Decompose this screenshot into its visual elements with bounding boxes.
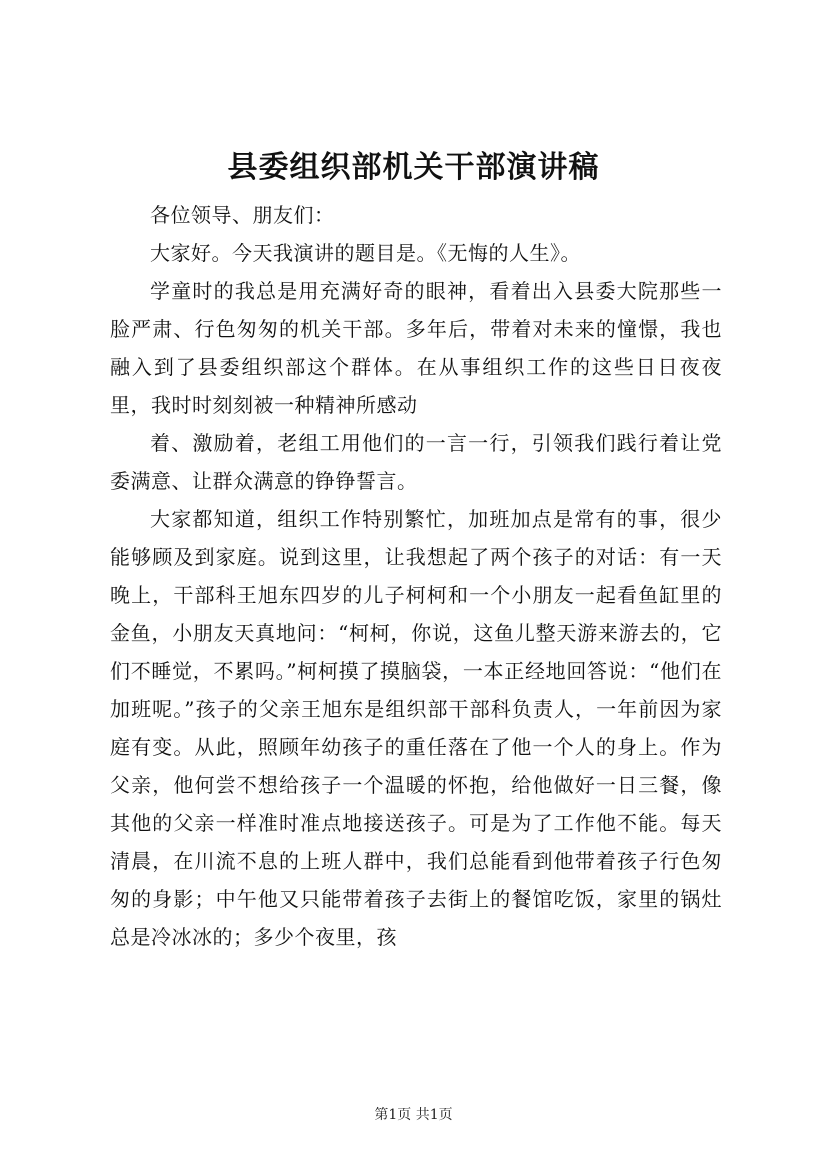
document-body <box>110 196 722 956</box>
paragraph-childhood: 学童时的我总是用充满好奇的眼神，看着出入县委大院那些一脸严肃、行色匆匆的机关干部。多年后，带着对未来的憧憬，我也融入到了县委组织部这个群体。在从事组织工作的这些日日夜夜里，我时时刻刻被一种精神所感动 <box>110 279 722 417</box>
paragraph-story: 大家都知道，组织工作特别繁忙，加班加点是常有的事，很少能够顾及到家庭。说到这里，让我想起了两个孩子的对话：有一天晚上，干部科王旭东四岁的儿子柯柯和一个小朋友一起看鱼缸里的金鱼，小朋友天真地问：“柯柯，你说，这鱼儿整天游来游去的，它们不睡觉，不累吗。”柯柯摸了摸脑袋，一本正经地回答说：“他们在加班呢。”孩子的父亲王旭东是组织部干部科负责人，一年前因为家庭有变。从此，照顾年幼孩子的重任落在了他一个人的身上。作为父亲，他何尝不想给孩子一个温暖的怀抱，给他做好一日三餐，像其他的父亲一样准时准点地接送孩子。可是为了工作他不能。每天清晨，在川流不息的上班人群中，我们总能看到他带着孩子行色匆匆的身影；中午他又只能带着孩子去街上的餐馆吃饭，家里的锅灶总是冷冰冰的；多少个夜里，孩 <box>110 507 722 949</box>
page-footer: 第1页 共1页 <box>374 1107 453 1123</box>
paragraph-greeting: 各位领导、朋友们： <box>150 203 335 227</box>
document-title: 县委组织部机关干部演讲稿 <box>227 150 600 185</box>
paragraph-inspiration: 着、激励着，老组工用他们的一言一行，引领我们践行着让党委满意、让群众满意的铮铮誓言。 <box>110 431 722 493</box>
paragraph-intro: 大家好。今天我演讲的题目是。《无悔的人生》。 <box>150 241 581 265</box>
